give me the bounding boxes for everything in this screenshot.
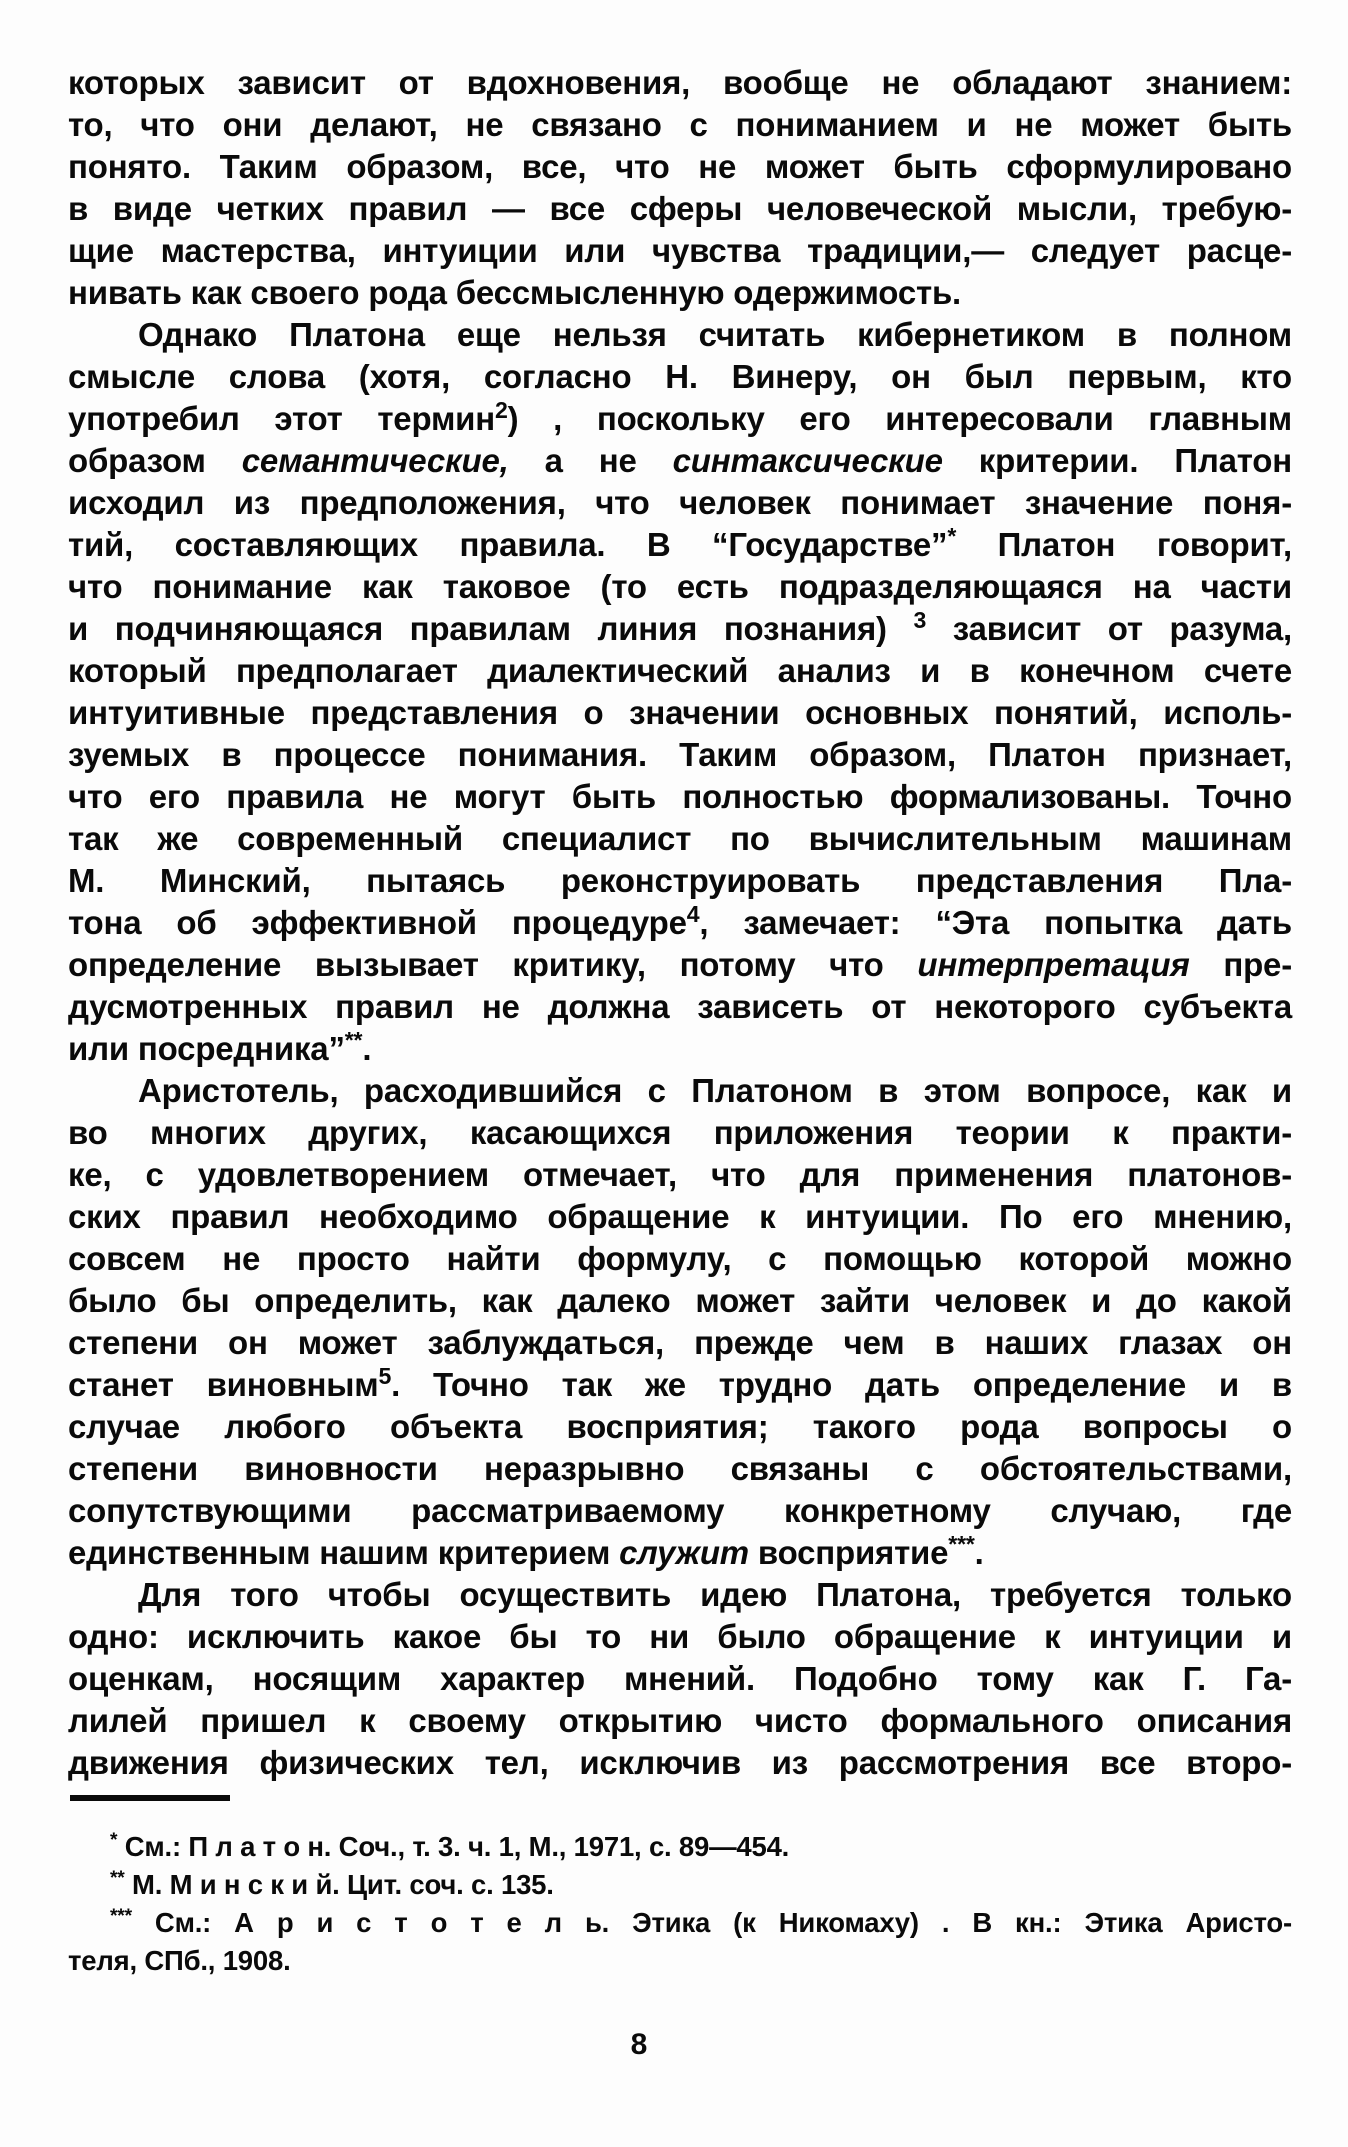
superscript-marker: *** (110, 1905, 132, 1927)
text-segment: употребил этот термин (68, 400, 496, 437)
text-segment: движения физических тел, исключив из рассмотрения все второ- (68, 1744, 1292, 1781)
text-line (68, 1280, 1292, 1322)
superscript-marker: *** (948, 1531, 975, 1557)
text-segment: сопутствующими рассматриваемому конкретному случаю, где (68, 1492, 1292, 1529)
text-line (68, 230, 1292, 272)
footnotes (68, 1828, 1292, 1980)
text-line (68, 650, 1292, 692)
text-segment: что понимание как таковое (то есть подразделяющаяся на части (68, 568, 1292, 605)
text-line-footnote (68, 1828, 1292, 1866)
text-segment: См.: А р и с т о т е л ь. Этика (к Никомаху) . В кн.: Этика Аристо- (131, 1907, 1292, 1938)
text-line (68, 692, 1292, 734)
text-segment: оценкам, носящим характер мнений. Подобно тому как Г. Га- (68, 1660, 1292, 1697)
text-line (68, 104, 1292, 146)
text-line (68, 1658, 1292, 1700)
text-segment: Однако Платона еще нельзя считать кибернетиком в полном (138, 316, 1292, 353)
text-segment: степени виновности неразрывно связаны с обстоятельствами, (68, 1450, 1292, 1487)
text-line (68, 1196, 1292, 1238)
text-segment: ке, с удовлетворением отмечает, что для применения платонов- (68, 1156, 1292, 1193)
text-line (68, 188, 1292, 230)
text-line (68, 398, 1292, 440)
text-segment: зуемых в процессе понимания. Таким образом, Платон признает, (68, 736, 1292, 773)
text-segment: одно: исключить какое бы то ни было обращение к интуиции и (68, 1618, 1292, 1655)
text-segment: которых зависит от вдохновения, вообще не обладают знанием: (68, 64, 1292, 101)
text-line (68, 62, 1292, 104)
text-segment: Для того чтобы осуществить идею Платона, требуется только (138, 1576, 1292, 1613)
text-line (68, 440, 1292, 482)
text-segment: Аристотель, расходившийся с Платоном в этом вопросе, как и (138, 1072, 1292, 1109)
text-segment: так же современный специалист по вычислительным машинам (68, 820, 1292, 857)
text-line (68, 734, 1292, 776)
text-line (68, 146, 1292, 188)
text-segment: щие мастерства, интуиции или чувства традиции,— следует расце- (68, 232, 1292, 269)
text-segment: единственным нашим критерием (68, 1534, 620, 1571)
text-line (68, 524, 1292, 566)
text-segment: что его правила не могут быть полностью формализованы. Точно (68, 778, 1292, 815)
text-segment: . Точно так же трудно дать определение и в (391, 1366, 1292, 1403)
text-segment: а не (508, 442, 673, 479)
text-segment: тий, составляющих правила. В “Государстве” (68, 526, 948, 563)
superscript-marker: * (947, 523, 957, 549)
text-line (68, 1238, 1292, 1280)
text-segment: во многих других, касающихся приложения теории к практи- (68, 1114, 1292, 1151)
text-line (68, 1154, 1292, 1196)
text-line (68, 482, 1292, 524)
italic-term: служит (619, 1534, 749, 1571)
text-segment: М. Минский, пытаясь реконструировать представления Пла- (68, 862, 1292, 899)
text-line (68, 314, 1292, 356)
text-segment: и подчиняющаяся правилам линия познания) (68, 610, 914, 647)
italic-term: интерпретация (917, 946, 1190, 983)
text-line (68, 272, 1292, 314)
text-line (68, 818, 1292, 860)
text-segment: то, что они делают, не связано с пониманием и не может быть (68, 106, 1292, 143)
text-segment: дусмотренных правил не должна зависеть от некоторого субъекта (68, 988, 1292, 1025)
superscript-marker: 4 (686, 901, 700, 927)
text-segment: совсем не просто найти формулу, с помощью которой можно (68, 1240, 1292, 1277)
text-line (68, 860, 1292, 902)
superscript-marker: 5 (378, 1363, 392, 1389)
italic-term: синтаксические (672, 442, 943, 479)
text-line (68, 986, 1292, 1028)
text-segment: степени он может заблуждаться, прежде чем в наших глазах он (68, 1324, 1292, 1361)
text-segment: понято. Таким образом, все, что не может быть сформулировано (68, 148, 1292, 185)
text-segment: или посредника” (68, 1030, 345, 1067)
text-line (68, 944, 1292, 986)
text-line-footnote (68, 1866, 1292, 1904)
text-line (68, 1532, 1292, 1574)
text-segment: , замечает: “Эта попытка дать (699, 904, 1292, 941)
text-line (68, 1406, 1292, 1448)
text-segment: исходил из предположения, что человек понимает значение поня- (68, 484, 1292, 521)
text-line (68, 566, 1292, 608)
text-segment: . (362, 1030, 372, 1067)
text-segment: восприятие (748, 1534, 949, 1571)
text-segment: . (974, 1534, 984, 1571)
superscript-marker: ** (344, 1027, 363, 1053)
text-line (68, 902, 1292, 944)
text-segment: Платон говорит, (956, 526, 1292, 563)
text-line (68, 1574, 1292, 1616)
text-line (68, 608, 1292, 650)
text-line-footnote (68, 1942, 1292, 1980)
text-segment: ских правил необходимо обращение к интуиции. По его мнению, (68, 1198, 1292, 1235)
text-segment: критерии. Платон (942, 442, 1292, 479)
text-segment: лилей пришел к своему открытию чисто формального описания (68, 1702, 1292, 1739)
text-line (68, 1700, 1292, 1742)
text-segment: интуитивные представления о значении основных понятий, исполь- (68, 694, 1292, 731)
text-segment: тона об эффективной процедуре (68, 904, 687, 941)
text-line (68, 1070, 1292, 1112)
text-segment: М. М и н с к и й. Цит. соч. с. 135. (124, 1869, 554, 1900)
text-segment: ) , поскольку его интересовали главным (507, 400, 1293, 437)
superscript-marker: ** (110, 1867, 125, 1889)
footnote-separator (70, 1795, 230, 1801)
text-segment: станет виновным (68, 1366, 379, 1403)
text-line (68, 356, 1292, 398)
text-segment: случае любого объекта восприятия; такого рода вопросы о (68, 1408, 1292, 1445)
italic-term: семантические, (241, 442, 509, 479)
text-segment: зависит от разума, (926, 610, 1292, 647)
text-line (68, 1742, 1292, 1784)
text-line (68, 1322, 1292, 1364)
text-line (68, 1616, 1292, 1658)
text-segment: определение вызывает критику, потому что (68, 946, 918, 983)
page-number: 8 (630, 2028, 648, 2061)
text-line-footnote (68, 1904, 1292, 1942)
text-line (68, 1028, 1292, 1070)
text-line (68, 1448, 1292, 1490)
text-line (68, 776, 1292, 818)
text-line (68, 1112, 1292, 1154)
text-segment: См.: П л а т о н. Соч., т. 3. ч. 1, М., 1971, с. 89—454. (117, 1831, 790, 1862)
text-segment: было бы определить, как далеко может зайти человек и до какой (68, 1282, 1292, 1319)
text-segment: нивать как своего рода бессмысленную одержимость. (68, 274, 961, 311)
text-segment: образом (68, 442, 242, 479)
text-segment: теля, СПб., 1908. (68, 1945, 291, 1976)
text-line (68, 1364, 1292, 1406)
superscript-marker: 2 (495, 397, 508, 423)
body-text (68, 62, 1292, 1784)
superscript-marker: 3 (913, 607, 927, 633)
superscript-marker: * (110, 1829, 118, 1851)
text-segment: в виде четких правил — все сферы человеческой мысли, требую- (68, 190, 1292, 227)
text-segment: смысле слова (хотя, согласно Н. Винеру, он был первым, кто (68, 358, 1292, 395)
text-segment: пре- (1189, 946, 1292, 983)
text-line (68, 1490, 1292, 1532)
text-segment: который предполагает диалектический анализ и в конечном счете (68, 652, 1292, 689)
